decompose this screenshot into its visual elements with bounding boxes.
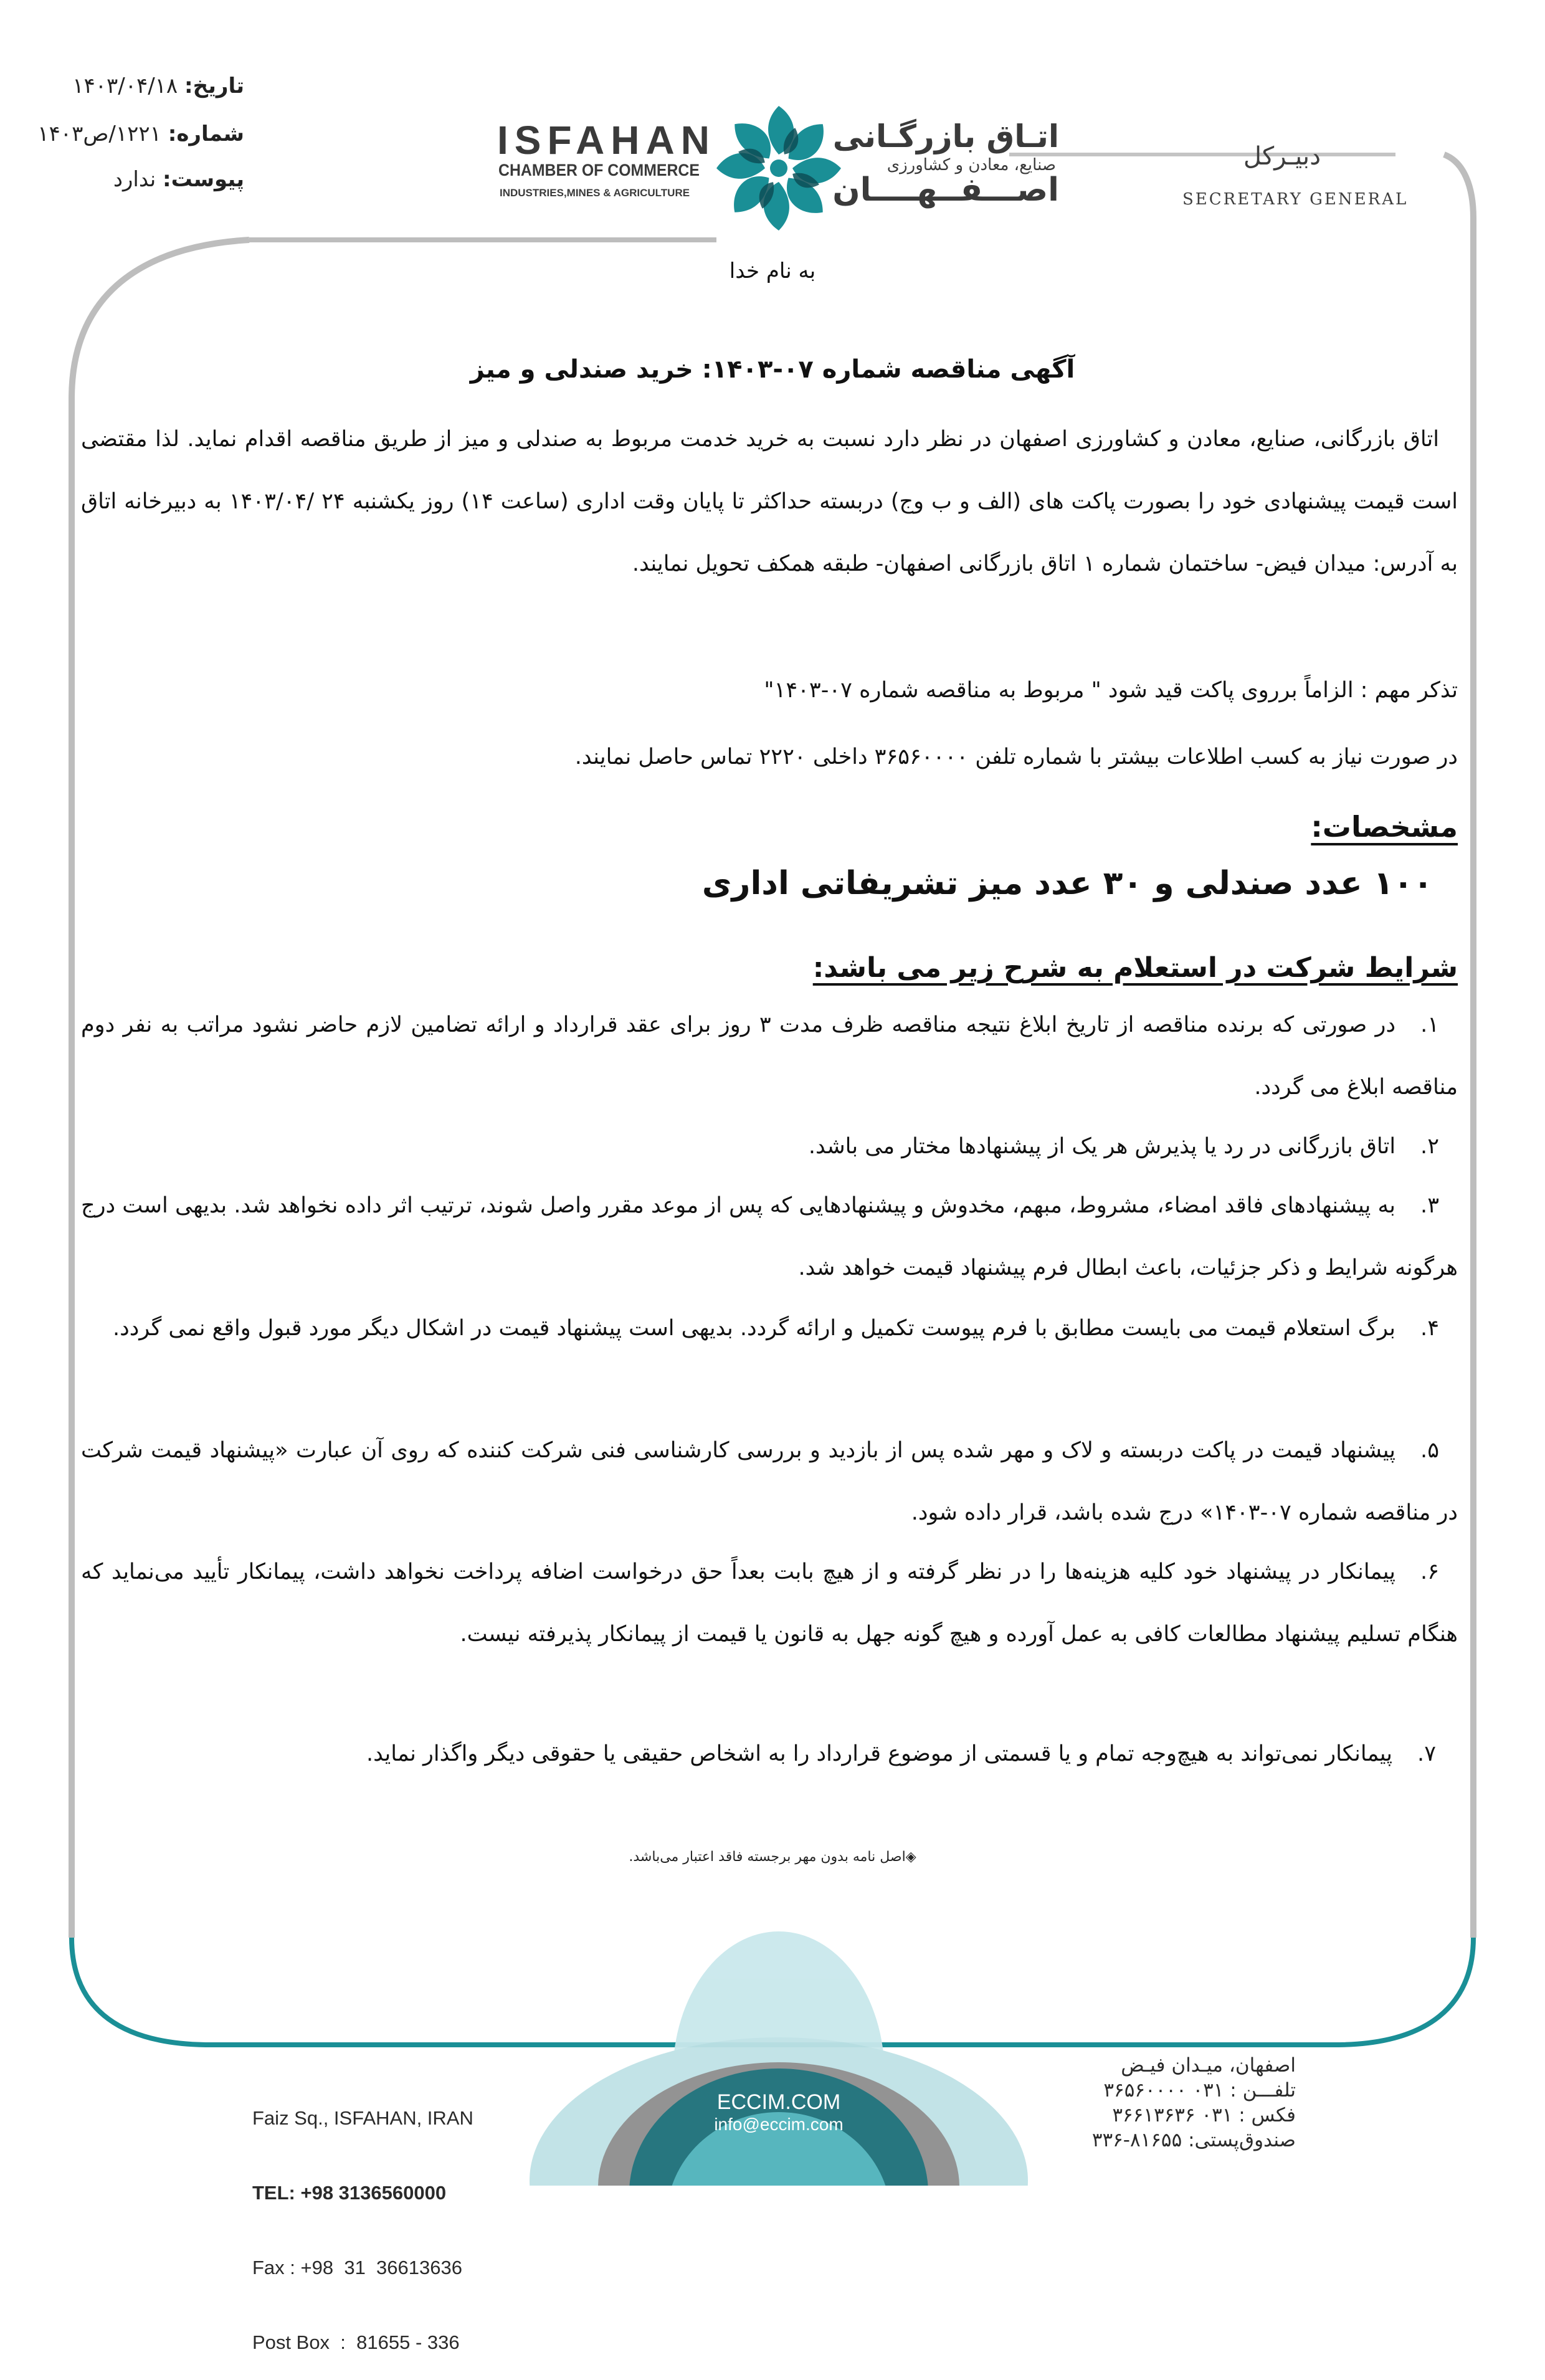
date-label: تاریخ: bbox=[184, 74, 244, 98]
attachment-value: ندارد bbox=[113, 167, 156, 192]
document-title: آگهی مناقصه شماره ۰۷-۱۴۰۳: خرید صندلی و میز bbox=[470, 355, 1075, 384]
footer-contact-fa bbox=[1092, 2053, 1296, 2153]
condition-text: پیشنهاد قیمت در پاکت دربسته و لاک و مهر شده پس از بازدید و بررسی کارشناسی فنی شرکت کننده که روی آن عبارت «پیشنهاد قیمت شرکت در مناقصه شماره ۰۷-۱۴۰۳» درج شده باشد، قرار داده شود. bbox=[81, 1438, 1458, 1525]
footer-tel-en: TEL: +98 3136560000 bbox=[252, 2182, 447, 2204]
logo-en-title: ISFAHAN bbox=[497, 118, 716, 163]
conditions-heading: شرایط شرکت در استعلام به شرح زیر می باشد: bbox=[812, 952, 1458, 984]
logo-fa-city: اصـــفــهــــان bbox=[832, 171, 1059, 209]
number-row bbox=[37, 121, 244, 146]
important-note: تذکر مهم : الزاماً برروی پاکت قید شود " مربوط به مناقصه شماره ۰۷-۱۴۰۳" bbox=[764, 678, 1458, 703]
condition-text: در صورتی که برنده مناقصه از تاریخ ابلاغ نتیجه مناقصه ظرف مدت ۳ روز برای عقد قرارداد و ارائه تضامین لازم حاضر نشود مراتب به نفر دوم مناقصه ابلاغ می گردد. bbox=[81, 1012, 1458, 1100]
condition-number: ۷. bbox=[1417, 1741, 1436, 1766]
footer-pobox-fa: صندوق‌پستی: ۸۱۶۵۵-۳۳۶ bbox=[1091, 2129, 1296, 2151]
condition-number: ۱. bbox=[1420, 1012, 1440, 1037]
condition-number: ۲. bbox=[1420, 1134, 1439, 1159]
date-value: ۱۴۰۳/۰۴/۱۸ bbox=[72, 74, 178, 98]
logo-en-subtitle: CHAMBER OF COMMERCE bbox=[498, 161, 700, 179]
logo-fa-subtitle: صنایع، معادن و کشاورزی bbox=[887, 156, 1056, 174]
footer-tel-fa: تلفـــن : ۰۳۱ ۳۶۵۶۰۰۰۰ bbox=[1103, 2079, 1296, 2102]
intro-paragraph: اتاق بازرگانی، صنایع، معادن و کشاورزی اصفهان در نظر دارد نسبت به خرید خدمت مربوط به صندلی و میز از طریق مناقصه اقدام نماید. لذا مقتضی است قیمت پیشنهادی خود را بصورت پاکت های (الف و ب وج) دربسته حداکثر تا پایان وقت اداری (ساعت ۱۴) روز یکشنبه ۲۴ /۱۴۰۳/۰۴ به دبیرخانه اتاق به آدرس: میدان فیض- ساختمان شماره ۱ اتاق بازرگانی اصفهان- طبقه همکف تحویل نمایند. bbox=[81, 427, 1458, 576]
attachment-row bbox=[113, 167, 244, 192]
condition-text: اتاق بازرگانی در رد یا پذیرش هر یک از پیشنهادها مختار می باشد. bbox=[808, 1134, 1396, 1159]
condition-text: به پیشنهادهای فاقد امضاء، مشروط، مبهم، مخدوش و پیشنهادهایی که پس از موعد مقرر واصل شوند، ترتیب اثر داده نخواهد شد. بدیهی است درج هرگونه شرایط و ذکر جزئیات، باعث ابطال فرم پیشنهاد قیمت خواهد شد. bbox=[81, 1193, 1458, 1280]
condition-item-5 bbox=[81, 1419, 1458, 1544]
basmala: به نام خدا bbox=[729, 259, 816, 283]
footer-contact-en bbox=[252, 2056, 473, 2380]
attachment-label: پیوست: bbox=[163, 167, 244, 192]
condition-number: ۵. bbox=[1420, 1438, 1439, 1463]
condition-text: برگ استعلام قیمت می بایست مطابق با فرم پیوست تکمیل و ارائه گردد. بدیهی است پیشنهاد قیمت در اشکال دیگر مورد قبول واقع نمی گردد. bbox=[113, 1316, 1396, 1341]
condition-item-1 bbox=[81, 994, 1458, 1118]
department-en: SECRETARY GENERAL bbox=[1182, 190, 1409, 209]
contact-note: در صورت نیاز به کسب اطلاعات بیشتر با شماره تلفن ۳۶۵۶۰۰۰۰ داخلی ۲۲۲۰ تماس حاصل نمایند. bbox=[574, 745, 1458, 769]
condition-item-7 bbox=[81, 1723, 1436, 1785]
condition-item-6 bbox=[81, 1541, 1458, 1665]
logo-fa-title: اتـاق بازرگـانی bbox=[832, 118, 1059, 155]
footer-address-en: Faiz Sq., ISFAHAN, IRAN bbox=[252, 2107, 473, 2129]
condition-number: ۴. bbox=[1420, 1316, 1439, 1341]
stamp-note: ◈اصل نامه بدون مهر برجسته فاقد اعتبار می‌باشد. bbox=[629, 1849, 916, 1865]
footer-website-link[interactable]: ECCIM.COM bbox=[716, 2090, 841, 2114]
footer-web bbox=[648, 2090, 910, 2135]
specs-text: ۱۰۰ عدد صندلی و ۳۰ عدد میز تشریفاتی اداری bbox=[701, 865, 1433, 902]
condition-item-4 bbox=[81, 1297, 1458, 1359]
condition-text: پیمانکار نمی‌تواند به هیچ‌وجه تمام و یا قسمتی از موضوع قرارداد را به اشخاص حقیقی یا حقوقی دیگر واگذار نماید. bbox=[366, 1741, 1393, 1766]
condition-item-3 bbox=[81, 1174, 1458, 1299]
condition-number: ۳. bbox=[1420, 1193, 1439, 1218]
footer-address-fa: اصفهان، میـدان فیـض bbox=[1121, 2054, 1296, 2077]
footer-fax-en: Fax : +98 31 36613636 bbox=[252, 2257, 462, 2278]
date-row bbox=[72, 74, 244, 98]
footer-email-link[interactable]: info@eccim.com bbox=[714, 2115, 844, 2134]
chamber-logo-icon bbox=[710, 100, 847, 237]
condition-item-2 bbox=[81, 1115, 1458, 1178]
department-fa: دبیـرکل bbox=[1243, 142, 1321, 171]
footer-pobox-en: Post Box : 81655 - 336 bbox=[252, 2331, 460, 2353]
number-label: شماره: bbox=[168, 121, 244, 146]
number-value: ۱۲۲۱/ص۱۴۰۳ bbox=[37, 121, 161, 146]
condition-text: پیمانکار در پیشنهاد خود کلیه هزینه‌ها را در نظر گرفته و از هیچ بابت بعداً حق درخواست اضافه پرداخت نخواهد داشت، پیمانکار تأیید می‌نماید که هنگام تسلیم پیشنهاد مطالعات کافی به عمل آورده و هیچ گونه جهل به قانون یا قیمت از پیمانکار پذیرفته نیست. bbox=[81, 1559, 1458, 1647]
condition-number: ۶. bbox=[1420, 1559, 1439, 1584]
specs-heading: مشخصات: bbox=[1311, 810, 1458, 844]
logo-en-tagline: INDUSTRIES,MINES & AGRICULTURE bbox=[500, 187, 690, 199]
footer-fax-fa: فکس : ۰۳۱ ۳۶۶۱۳۶۳۶ bbox=[1112, 2104, 1296, 2126]
